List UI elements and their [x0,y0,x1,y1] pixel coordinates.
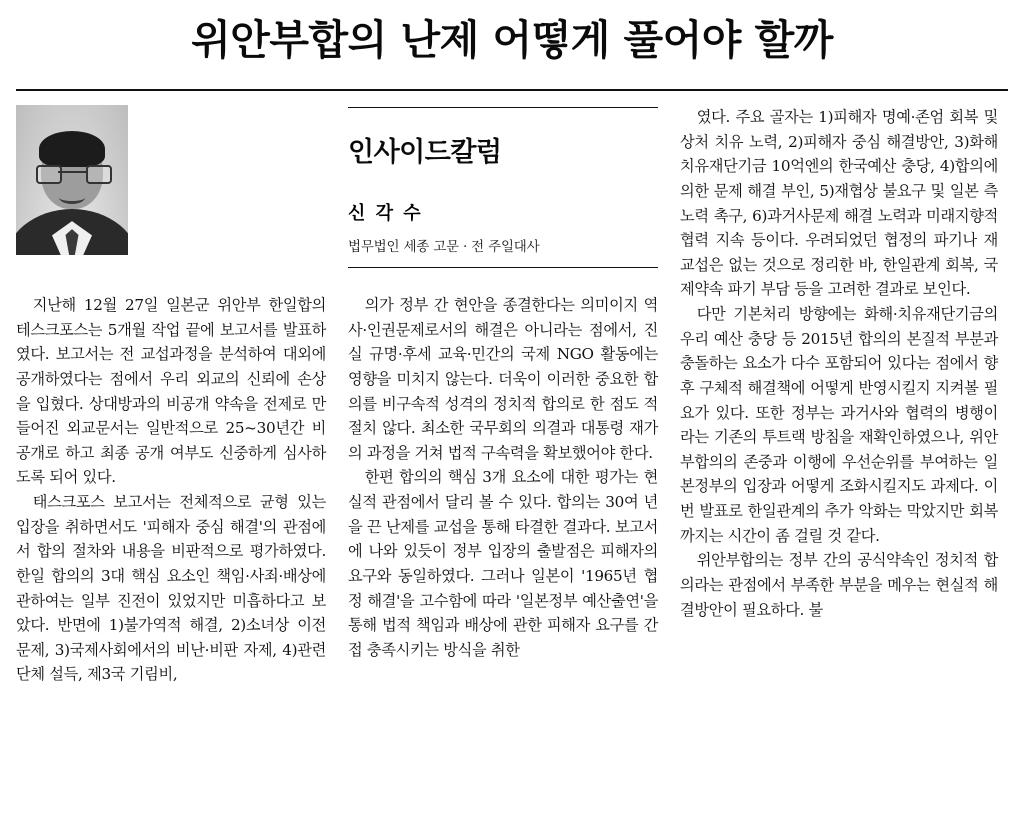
column-masthead [16,105,326,293]
article-body [16,105,1008,687]
author-name: 신 각 수 [348,203,423,225]
paragraph: 한편 합의의 핵심 3개 요소에 대한 평가는 현실적 관점에서 달리 볼 수 있다. 합의는 30여 년을 끈 난제를 교섭을 통해 타결한 결과다. 보고서에 나와 있듯이 정부 입장의 출발점은 피해자의 요구와 동일하였다. 그러나 일본이 '1965년 협정 해결'을 고수함에 따라 '일본정부 예산출연'을 통해 법적 책임과 배상에 관한 피해자 요구를 간접 충족시키는 방식을 취한 [348,468,658,659]
author-portrait [16,105,128,255]
column-1-text [16,293,326,687]
page-title: 위안부합의 난제 어떻게 풀어야 할까 [191,16,833,64]
paragraph: 의가 정부 간 현안을 종결한다는 의미이지 역사·인권문제로서의 해결은 아니라는 점에서, 진실 규명·후세 교육·민간의 국제 NGO 활동에는 영향을 미치지 않는다. 더욱이 이러한 중요한 합의를 비구속적 성격의 정치적 합의로 한 점도 적절치 않다. 최소한 국무회의 의결과 대통령 재가의 과정을 거쳐 법적 구속력을 확보했어야 한다. [348,296,658,462]
paragraph: 지난해 12월 27일 일본군 위안부 한일합의 테스크포스는 5개월 작업 끝에 보고서를 발표하였다. 보고서는 전 교섭과정을 분석하여 대외에 공개하였다는 점에서 우리 외교의 신뢰에 손상을 입혔다. 상대방과의 비공개 약속을 전제로 만들어진 외교문서는 일반적으로 25~30년간 비공개로 하고 최종 공개 여부도 신중하게 심사하도록 되어 있다. [16,296,326,487]
byline-block [348,105,658,268]
column-1 [16,105,326,687]
paragraph: 였다. 주요 골자는 1)피해자 명예·존엄 회복 및 상처 치유 노력, 2)피해자 중심 해결방안, 3)화해치유재단기금 10억엔의 한국예산 충당, 4)합의에 의한 문제 해결 부인, 5)재협상 불요구 및 일본 측 노력 촉구, 6)과거사문제 해결 노력과 미래지향적 협력 지속 등이다. 우려되었던 협정의 파기나 재교섭은 없는 것으로 정리한 바, 한일관계 회복, 국제약속 파기 부담 등을 고려한 결과로 보인다. [680,108,998,299]
byline-top-divider [348,107,658,108]
series-title: 인사이드칼럼 [348,137,502,169]
column-2 [348,105,658,662]
column-3 [680,105,998,622]
header-divider [16,89,1008,91]
column-3-text [680,105,998,622]
paragraph: 다만 기본처리 방향에는 화해·치유재단기금의 우리 예산 충당 등 2015년 합의의 본질적 부분과 충돌하는 요소가 다수 포함되어 있다는 점에서 향후 구체적 해결책에 어떻게 반영시킬지 지켜볼 필요가 있다. 또한 정부는 과거사와 협력의 병행이라는 기존의 투트랙 방침을 재확인하였으나, 위안부합의의 존중과 이행에 우선순위를 부여하는 일본정부의 입장과 어떻게 조화시킬지도 과제다. 이번 발표로 한일관계의 추가 악화는 막았지만 회복까지는 시간이 좀 걸릴 것 같다. [680,305,998,545]
byline-bottom-divider [348,267,658,268]
paragraph: 태스크포스 보고서는 전체적으로 균형 있는 입장을 취하면서도 '피해자 중심 해결'의 관점에서 합의 절차와 내용을 비판적으로 평가하였다. 한일 합의의 3대 핵심 요소인 책임·사죄·배상에 관하여는 일부 진전이 있었지만 미흡하다고 보았다. 반면에 1)불가역적 해결, 2)소녀상 이전 문제, 3)국제사회에서의 비난·비판 자제, 4)관련 단체 설득, 제3국 기림비, [16,493,326,684]
author-role: 법무법인 세종 고문 · 전 주일대사 [348,239,540,256]
paragraph: 위안부합의는 정부 간의 공식약속인 정치적 합의라는 관점에서 부족한 부분을 메우는 현실적 해결방안이 필요하다. 불 [680,551,998,619]
column-header-block [348,105,658,293]
column-2-text [348,293,658,662]
newspaper-page [0,18,1024,828]
